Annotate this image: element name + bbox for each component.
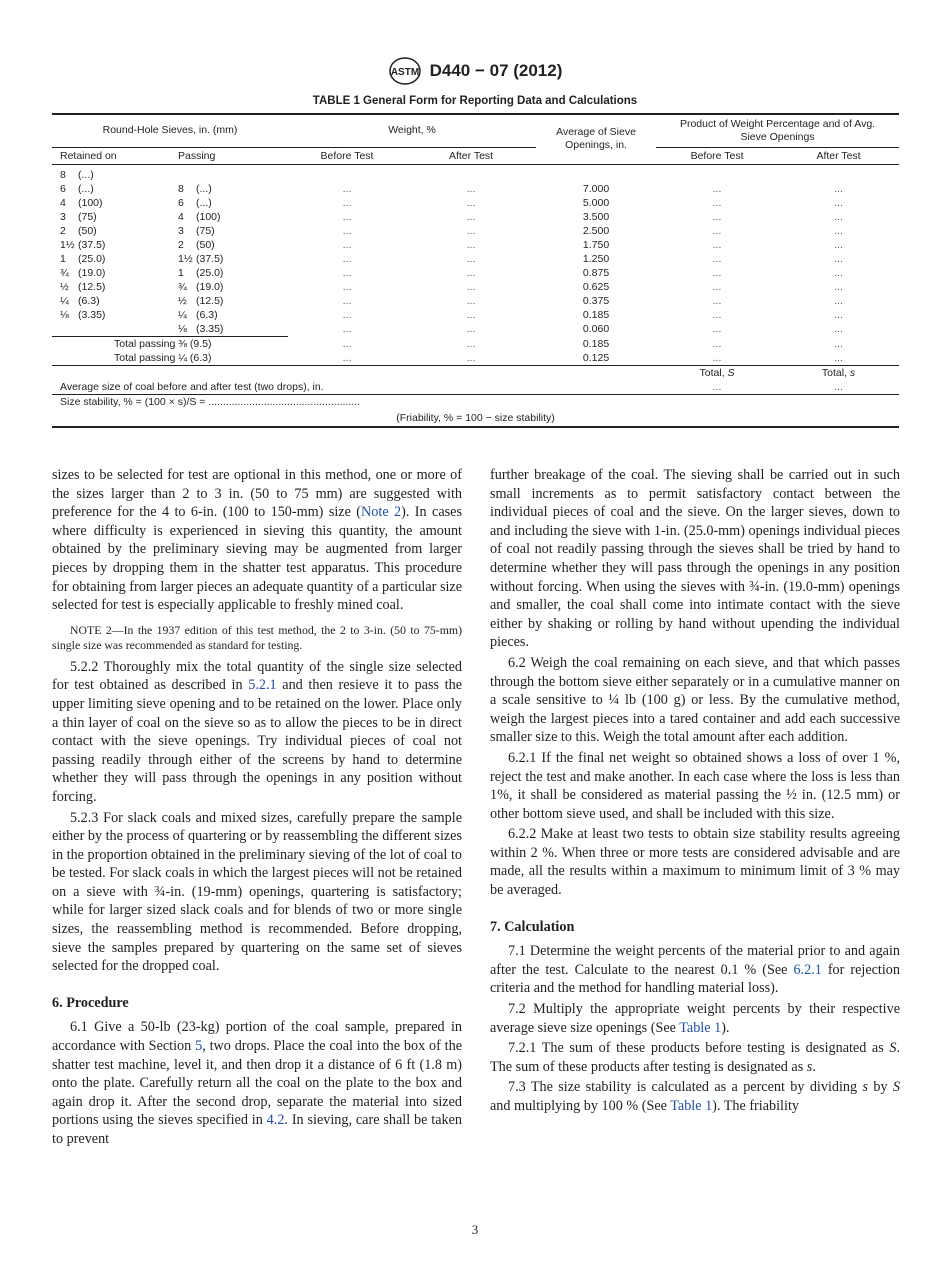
text: 5.2.2 Thoroughly mix the total quantity of the single size selected for test obtained as described in	[52, 658, 462, 694]
text: and then resieve it to pass the upper limiting sieve opening and to be retained on the lower. Place only a thin layer of coal on the sieve so as to allow the pieces to be in direct contact with the sieve openings. Try individual pieces of coal not passing readily through either of the screens by hand to determine whether they will pass through the openings in any position without forcing.	[52, 677, 462, 805]
header-product: Product of Weight Percentage and of Avg. Sieve Openings	[679, 117, 876, 143]
retained-cell	[52, 210, 170, 224]
header-avg: Average of Sieve Openings, in.	[536, 114, 656, 164]
retained-mm: (...)	[78, 183, 94, 195]
retained-mm: (6.3)	[78, 295, 100, 307]
weight-before	[288, 168, 406, 182]
text: ).	[721, 1019, 730, 1036]
passing-mm: (19.0)	[196, 281, 224, 293]
passing-size: 3	[178, 225, 184, 237]
page-header	[0, 56, 950, 86]
passing-mm: (6.3)	[196, 309, 218, 321]
passing-mm: (3.35)	[196, 323, 224, 335]
retained-mm: (12.5)	[78, 281, 106, 293]
text: ). The friability	[712, 1098, 799, 1114]
weight-before: ...	[342, 239, 352, 251]
text: 7.2.1 The sum of these products before testing is designated as	[508, 1040, 890, 1057]
passing-size: 6	[178, 197, 184, 209]
table-row	[52, 252, 899, 266]
passing-cell	[170, 196, 288, 210]
product-before: ...	[712, 309, 722, 321]
retained-size: 2	[60, 225, 66, 237]
avg-opening: 0.375	[582, 295, 610, 307]
product-before: ...	[712, 295, 722, 307]
variable: S	[889, 1040, 897, 1057]
right-column	[490, 466, 900, 1118]
table-row	[52, 210, 899, 224]
retained-cell	[52, 182, 170, 196]
table-caption: TABLE 1 General Form for Reporting Data and Calculations	[312, 95, 638, 107]
retained-size: ¼	[60, 295, 69, 307]
retained-size: 1½	[60, 239, 75, 251]
product-before: ...	[656, 351, 778, 366]
passing-size: 1	[178, 267, 184, 279]
avg-opening: 2.500	[582, 225, 610, 237]
passing-cell	[170, 266, 288, 280]
totals-label-row	[52, 366, 899, 381]
subheader-retained: Retained on	[52, 147, 170, 164]
text: ). In cases where difficulty is experienced in sieving this quantity, the amount obtained by the preliminary sieving may be augmented from larger pieces by dropping them in the shatter test apparatus. This procedure for obtaining from larger pieces an adequate quantity of a particular size selected for test is especially applicable to freshly mined coal.	[52, 504, 462, 614]
product-before: ...	[712, 323, 722, 336]
passing-mm: (37.5)	[196, 253, 224, 265]
weight-before: ...	[342, 197, 352, 209]
passing-mm: (50)	[196, 239, 215, 251]
avg-opening: 7.000	[582, 183, 610, 195]
section-heading	[490, 918, 900, 937]
passing-cell	[170, 182, 288, 196]
subheader-passing: Passing	[170, 147, 288, 164]
total-s-label: Total, s	[821, 367, 856, 379]
product-before: ...	[712, 337, 722, 350]
variable: s	[862, 1079, 869, 1096]
passing-cell	[170, 252, 288, 266]
subheader-weight-before: Before Test	[288, 147, 406, 164]
text: 6.2.1 If the final net weight so obtained shows a loss of over 1 %, reject the test and make another. In each case where the loss is less than 1%, it shall be considered as material passing the ½ in. (12.5 mm) or other bottom sieve used, and shall be included with this size.	[490, 749, 900, 822]
note	[52, 623, 462, 654]
average-size-label: Average size of coal before and after test (two drops), in.	[52, 380, 656, 395]
passing-size: ½	[178, 295, 187, 307]
retained-cell	[52, 266, 170, 280]
passing-cell	[170, 280, 288, 294]
product-before	[656, 168, 778, 182]
text: further breakage of the coal. The sieving shall be carried out in such small increments as to permit satisfactory contact between the individual pieces of coal and the sieve. On the larger sieves, down to and including the sieve with 1-in. (25.0-mm) openings individual pieces of coal not readily passing through the sieves shall be tried by hand to determine whether they will pass through the openings in any position without forcing. When using the sieves with ¾-in. (19.0-mm) openings and smaller, the coal shall come into intimate contact with the sieve either by shaking or rolling by hand without upending the individual pieces.	[490, 467, 900, 651]
retained-size: 4	[60, 197, 66, 209]
passing-size: 8	[178, 183, 184, 195]
weight-after: ...	[466, 309, 476, 321]
weight-after: ...	[466, 323, 476, 336]
weight-after: ...	[466, 281, 476, 293]
cross-reference-link[interactable]: 5.2.1	[248, 677, 277, 694]
weight-after: ...	[466, 253, 476, 265]
cross-reference-link[interactable]: Note 2	[361, 504, 402, 521]
text: sizes to be selected for test are optional in this method, one or more of the sizes larger than 2 to 3 in. (50 to 75 mm) are suggested with preference for the 4 to 6-in. (100 to 150-mm) size (	[52, 467, 462, 521]
product-after: ...	[834, 267, 843, 279]
avg-opening: 1.750	[582, 239, 610, 251]
friability-formula: (Friability, % = 100 − size stability)	[396, 411, 555, 424]
avg-opening: 0.875	[582, 267, 610, 279]
product-before: ...	[712, 281, 722, 293]
passing-mm: (100)	[196, 211, 221, 223]
retained-cell	[52, 252, 170, 266]
product-after: ...	[834, 323, 843, 336]
text: 7. Calculation	[490, 918, 575, 935]
variable: s	[806, 1058, 813, 1075]
paragraph	[490, 466, 900, 652]
weight-after: ...	[466, 267, 476, 279]
text: . The sum of these products after testing is designated as	[490, 1040, 900, 1075]
retained-mm: (25.0)	[78, 253, 106, 265]
spacer	[52, 366, 656, 381]
table-row	[52, 294, 899, 308]
product-before: ...	[712, 239, 722, 251]
weight-after: ...	[466, 239, 476, 251]
retained-mm: (75)	[78, 211, 97, 223]
passing-mm: (75)	[196, 225, 215, 237]
avg-opening	[536, 168, 656, 182]
product-before: ...	[712, 183, 722, 195]
passing-cell	[170, 238, 288, 252]
astm-logo-icon	[388, 56, 422, 86]
retained-size: 3	[60, 211, 66, 223]
passing-cell	[170, 308, 288, 322]
retained-cell	[52, 196, 170, 210]
retained-size: ½	[60, 281, 69, 293]
paragraph	[490, 1000, 900, 1037]
subheader-weight-after: After Test	[406, 147, 536, 164]
table-row	[52, 224, 899, 238]
weight-after: ...	[466, 337, 476, 350]
paragraph	[52, 658, 462, 807]
product-after: ...	[834, 337, 843, 350]
text: 6.1 Give a 50-lb (23-kg) portion of the coal sample, prepared in accordance with Section	[52, 1019, 462, 1055]
weight-before: ...	[342, 309, 352, 321]
product-after: ...	[834, 295, 843, 307]
weight-before: ...	[342, 267, 352, 279]
paragraph	[490, 1039, 900, 1076]
total-label: Total passing ⅜ (9.5)	[114, 338, 212, 350]
subheader-product-before: Before Test	[656, 147, 778, 164]
size-stability-formula: Size stability, % = (100 × s)/S = ....................................................	[60, 396, 361, 408]
passing-size: ⅛	[178, 323, 187, 335]
table-row	[52, 308, 899, 322]
product-after: ...	[834, 253, 843, 265]
passing-mm: (25.0)	[196, 267, 224, 279]
text: by	[868, 1079, 893, 1096]
retained-size: ¾	[60, 267, 69, 279]
product-before: ...	[712, 211, 722, 223]
subheader-product-after: After Test	[778, 147, 899, 164]
total-S-label: Total, S	[699, 367, 735, 379]
header-weight: Weight, %	[388, 124, 436, 137]
left-column	[52, 466, 462, 1151]
weight-after: ...	[466, 197, 476, 209]
passing-size: 4	[178, 211, 184, 223]
avg-opening: 0.185	[582, 337, 610, 350]
retained-cell	[52, 168, 170, 182]
passing-cell	[170, 322, 288, 337]
retained-mm: (19.0)	[78, 267, 106, 279]
weight-before: ...	[288, 351, 406, 366]
text: 7.1 Determine the weight percents of the material prior to and again after the test. Calculate to the nearest 0.1 % (See	[490, 943, 900, 978]
avg-opening: 1.250	[582, 253, 610, 265]
weight-before: ...	[342, 295, 352, 307]
weight-after: ...	[466, 295, 476, 307]
weight-after: ...	[406, 351, 536, 366]
page-number: 3	[471, 1222, 479, 1237]
product-after: ...	[834, 183, 843, 195]
text: 7.3 The size stability is calculated as a percent by dividing	[508, 1079, 863, 1096]
passing-mm: (...)	[196, 183, 212, 195]
paragraph	[52, 809, 462, 976]
retained-mm: (3.35)	[78, 309, 106, 321]
avg-opening: 3.500	[582, 211, 610, 223]
avg-opening: 0.125	[536, 351, 656, 366]
retained-size: 6	[60, 183, 66, 195]
weight-before: ...	[342, 225, 352, 237]
retained-size: 1	[60, 253, 66, 265]
friability-row	[52, 409, 899, 427]
designation: D440 − 07 (2012)	[429, 61, 563, 80]
retained-size: 8	[60, 169, 66, 181]
cross-reference-link[interactable]: 4.2	[266, 1112, 285, 1129]
text: and multiplying by 100 % (See	[490, 1098, 671, 1114]
text: 6. Procedure	[52, 994, 129, 1011]
retained-cell	[52, 224, 170, 238]
product-after: ...	[778, 351, 899, 366]
avg-opening: 0.185	[582, 309, 610, 321]
text: 5.2.3 For slack coals and mixed sizes, carefully prepare the sample either by the process of quartering or by reassembling the different sizes in the proportion obtained in the preliminary sieving of the lot of coal to be tested. For slack coals in which the largest pieces will not be retained on a sieve with ¾-in. (19-mm) openings, quartering is satisfactory; while for larger sized slack coals and for blends of two or more single sizes, the reassembling method is recommended. Before dropping, sieve the samples prepared by quartering on the same set of sieves selected for the dropped coal.	[52, 809, 462, 975]
weight-after: ...	[466, 183, 476, 195]
retained-mm: (...)	[78, 169, 94, 181]
table-row	[52, 238, 899, 252]
paragraph	[52, 466, 462, 615]
text: 6.2.2 Make at least two tests to obtain size stability results agreeing within 2 %. When three or more tests are considered advisable and are made, all the results within a maximum to minimum limit of 3 % may be averaged.	[490, 826, 900, 899]
paragraph	[490, 654, 900, 747]
passing-cell	[170, 210, 288, 224]
table-row	[52, 196, 899, 210]
passing-size: 1½	[178, 253, 193, 265]
passing-mm: (12.5)	[196, 295, 224, 307]
passing-cell	[170, 294, 288, 308]
stability-row	[52, 395, 899, 410]
retained-cell	[52, 294, 170, 308]
product-before: ...	[712, 225, 722, 237]
retained-size: ⅛	[60, 309, 69, 321]
total-row	[52, 351, 899, 366]
table-row	[52, 280, 899, 294]
product-after: ...	[834, 239, 843, 251]
weight-before: ...	[342, 281, 352, 293]
average-after: ...	[778, 380, 899, 395]
passing-size: ¼	[178, 309, 187, 321]
retained-cell	[52, 280, 170, 294]
product-after: ...	[834, 225, 843, 237]
weight-before: ...	[342, 183, 352, 195]
weight-after: ...	[466, 211, 476, 223]
text: NOTE 2—In the 1937 edition of this test method, the 2 to 3-in. (50 to 75-mm) single size was recommended as standard for testing.	[52, 622, 462, 653]
retained-mm: (100)	[78, 197, 103, 209]
weight-before: ...	[342, 253, 352, 265]
product-before: ...	[712, 253, 722, 265]
paragraph	[52, 1018, 462, 1148]
product-after: ...	[834, 211, 843, 223]
avg-opening: 5.000	[582, 197, 610, 209]
cross-reference-link[interactable]: Table 1	[679, 1019, 722, 1036]
average-size-row	[52, 380, 899, 395]
cross-reference-link[interactable]: 6.2.1	[793, 961, 822, 978]
product-after	[778, 168, 899, 182]
text: . In sieving, care shall be taken to prevent	[52, 1112, 462, 1147]
text: for rejection criteria and the method for handling material loss).	[490, 961, 900, 997]
passing-cell	[170, 224, 288, 238]
weight-after: ...	[466, 225, 476, 237]
avg-opening: 0.060	[582, 323, 610, 336]
average-before: ...	[656, 380, 778, 395]
product-after: ...	[834, 197, 843, 209]
text: , two drops. Place the coal into the box of the shatter test machine, level it, and then drop it a distance of 6 ft (1.8 m) onto the plate. Carefully return all the coal on the plate to the box and again drop it. After the second drop, separate the material into sized portions using the sieves specified in	[52, 1038, 462, 1129]
section-heading	[52, 994, 462, 1013]
total-label: Total passing ¼ (6.3)	[52, 351, 288, 366]
product-after: ...	[834, 309, 843, 321]
svg-text:ASTM: ASTM	[390, 67, 419, 78]
retained-mm: (37.5)	[78, 239, 106, 251]
passing-size: ¾	[178, 281, 187, 293]
paragraph	[490, 1078, 900, 1115]
paragraph	[490, 942, 900, 998]
avg-opening: 0.625	[582, 281, 610, 293]
variable: S	[892, 1079, 900, 1096]
table-row	[52, 266, 899, 280]
passing-mm: (...)	[196, 197, 212, 209]
table-row	[52, 322, 899, 337]
text: .	[812, 1058, 816, 1075]
passing-size: 2	[178, 239, 184, 251]
weight-after	[406, 168, 536, 182]
weight-before: ...	[342, 211, 352, 223]
table-row	[52, 182, 899, 196]
text: 6.2 Weigh the coal remaining on each sieve, and that which passes through the bottom sieve either separately or in a cumulative manner on a scale sensitive to ¼ lb (100 g) or less. By the cumulative method, weigh the largest pieces into a tared container and add each successive smaller size to this. Weigh the total amount after each addition.	[490, 654, 900, 746]
product-before: ...	[712, 197, 722, 209]
header-sieves: Round-Hole Sieves, in. (mm)	[102, 124, 238, 137]
cross-reference-link[interactable]: 5	[195, 1038, 203, 1055]
paragraph	[490, 825, 900, 899]
table-row	[52, 168, 899, 182]
product-after: ...	[834, 281, 843, 293]
retained-cell	[52, 308, 170, 322]
data-table	[52, 113, 899, 428]
paragraph	[490, 749, 900, 823]
weight-before: ...	[342, 323, 352, 336]
retained-cell	[52, 322, 170, 337]
weight-before: ...	[342, 337, 352, 350]
cross-reference-link[interactable]: Table 1	[670, 1098, 713, 1114]
retained-cell	[52, 238, 170, 252]
passing-cell	[170, 168, 288, 182]
product-before: ...	[712, 267, 722, 279]
text: 7.2 Multiply the appropriate weight percents by their respective average sieve size openings (See	[490, 1001, 900, 1036]
retained-mm: (50)	[78, 225, 97, 237]
total-row	[52, 337, 899, 352]
